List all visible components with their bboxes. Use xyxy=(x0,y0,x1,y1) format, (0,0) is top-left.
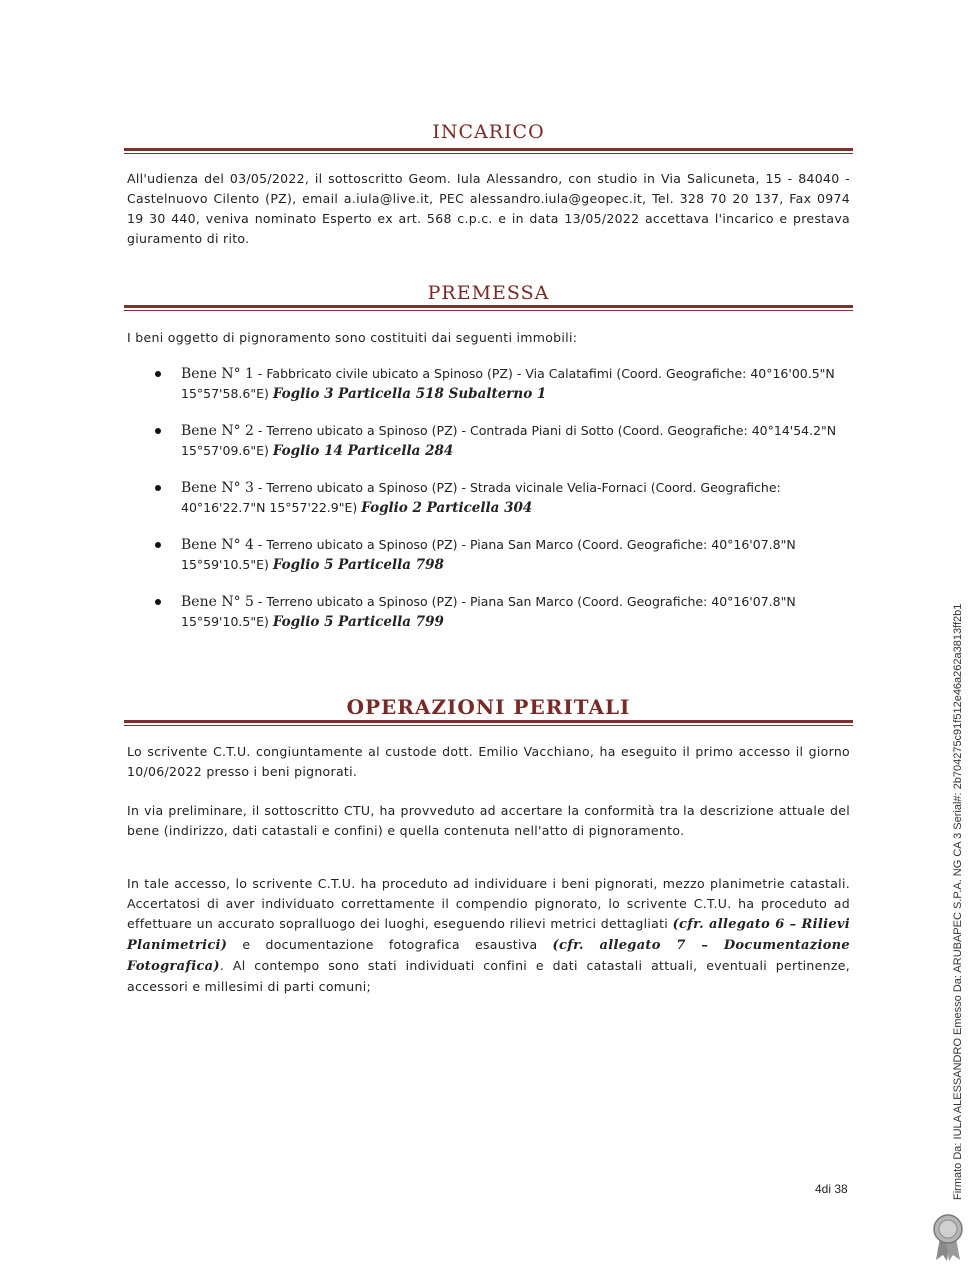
bene-label: Bene N° 1 xyxy=(181,366,254,382)
list-item xyxy=(150,364,860,421)
section-title-premessa: PREMESSA xyxy=(427,282,550,304)
digital-signature-text: Firmato Da: IULA ALESSANDRO Emesso Da: ARUBAPEC S.P.A. NG CA 3 Serial#: 2b704275c91f512e46a262a3813ff2b1 xyxy=(952,603,964,1200)
operazioni-paragraph-2: In via preliminare, il sottoscritto CTU, ha provveduto ad accertare la conformità tra la descrizione attuale del bene (indirizzo, dati catastali e confini) e quella contenuta nell'atto di pignoramento. xyxy=(127,803,850,838)
list-item xyxy=(150,421,860,478)
bullet-icon xyxy=(155,485,161,491)
bene-description: - Fabbricato civile ubicato a Spinoso (PZ) - Via Calatafimi (Coord. Geografiche: 40°16'00.5"N 15°57'58.6"E) xyxy=(181,366,835,401)
bene-label: Bene N° 2 xyxy=(181,423,254,439)
bene-catasto: Foglio 5 Particella 798 xyxy=(272,557,444,573)
premessa-intro: I beni oggetto di pignoramento sono costituiti dai seguenti immobili: xyxy=(127,330,578,345)
bene-catasto: Foglio 3 Particella 518 Subalterno 1 xyxy=(272,386,547,402)
seal-icon xyxy=(928,1212,968,1262)
bullet-icon xyxy=(155,599,161,605)
list-item xyxy=(150,535,860,592)
paragraph-text: . Al contempo sono stati individuati confini e dati catastali attuali, eventuali pertinenze, accessori e millesimi di parti comuni; xyxy=(127,958,850,994)
incarico-paragraph: All'udienza del 03/05/2022, il sottoscritto Geom. Iula Alessandro, con studio in Via Salicuneta, 15 - 84040 - Castelnuovo Cilento (PZ), email a.iula@live.it, PEC alessandro.iula@geopec.it, Tel. 328 70 20 137, Fax 0974 19 30 440, veniva nominato Esperto ex art. 568 c.p.c. e in data 13/05/2022 accettava l'incarico e prestava giuramento di rito. xyxy=(127,171,850,246)
bene-label: Bene N° 5 xyxy=(181,594,254,610)
allegato-reference: (cfr. allegato 7 – Documentazione Fotografica) xyxy=(127,938,850,974)
bullet-icon xyxy=(155,428,161,434)
section-rule xyxy=(124,148,853,154)
list-item xyxy=(150,478,860,535)
bene-label: Bene N° 3 xyxy=(181,480,254,496)
beni-list xyxy=(150,364,860,649)
operazioni-paragraph-3 xyxy=(127,874,850,997)
section-rule xyxy=(124,305,853,311)
paragraph-text: e documentazione fotografica esaustiva xyxy=(227,937,553,952)
bene-catasto: Foglio 5 Particella 799 xyxy=(272,614,444,630)
section-title-operazioni: OPERAZIONI PERITALI xyxy=(346,695,631,719)
bene-catasto: Foglio 2 Particella 304 xyxy=(361,500,533,516)
page-number: 4di 38 xyxy=(815,1182,848,1196)
section-title-incarico: INCARICO xyxy=(432,121,545,143)
list-item xyxy=(150,592,860,649)
bene-description: - Terreno ubicato a Spinoso (PZ) - Piana San Marco (Coord. Geografiche: 40°16'07.8"N 15°59'10.5"E) xyxy=(181,594,796,629)
allegato-reference: (cfr. allegato 6 – Rilievi Planimetrici) xyxy=(127,917,850,953)
paragraph-text: In tale accesso, lo scrivente C.T.U. ha proceduto ad individuare i beni pignorati, mezzo planimetrie catastali. Accertatosi di aver individuato correttamente il compendio pignorato, lo scrivente C.T.U. ha proceduto ad effettuare un accurato sopralluogo dei luoghi, eseguendo rilievi metrici dettagliati xyxy=(127,876,850,931)
bene-label: Bene N° 4 xyxy=(181,537,254,553)
operazioni-paragraph-1: Lo scrivente C.T.U. congiuntamente al custode dott. Emilio Vacchiano, ha eseguito il primo accesso il giorno 10/06/2022 presso i beni pignorati. xyxy=(127,744,850,779)
bullet-icon xyxy=(155,371,161,377)
bullet-icon xyxy=(155,542,161,548)
bene-description: - Terreno ubicato a Spinoso (PZ) - Strada vicinale Velia-Fornaci (Coord. Geografiche: 40°16'22.7"N 15°57'22.9"E) xyxy=(181,480,781,515)
bene-description: - Terreno ubicato a Spinoso (PZ) - Contrada Piani di Sotto (Coord. Geografiche: 40°14'54.2"N 15°57'09.6"E) xyxy=(181,423,837,458)
bene-description: - Terreno ubicato a Spinoso (PZ) - Piana San Marco (Coord. Geografiche: 40°16'07.8"N 15°59'10.5"E) xyxy=(181,537,796,572)
bene-catasto: Foglio 14 Particella 284 xyxy=(272,443,454,459)
section-rule xyxy=(124,720,853,726)
